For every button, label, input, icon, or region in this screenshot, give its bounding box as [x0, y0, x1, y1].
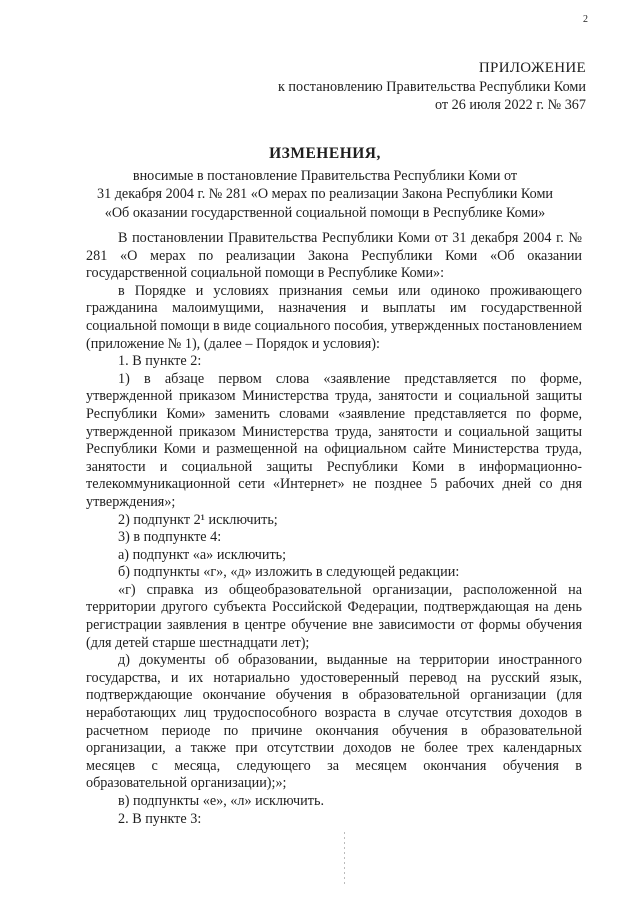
document-body — [86, 230, 582, 828]
paragraph-intro: В постановлении Правительства Республики Коми от 31 декабря 2004 г. № 281 «О мерах по реализации Закона Республики Коми «Об оказании государственной социальной помощи в Республике Коми»: — [86, 230, 582, 282]
appendix-title: ПРИЛОЖЕНИЕ — [478, 60, 586, 76]
paragraph-subitem-2: 2) подпункт 2¹ исключить; — [118, 511, 278, 528]
page-number: 2 — [583, 14, 588, 25]
paragraph-subitem-v: в) подпункты «е», «л» исключить. — [118, 793, 324, 809]
paragraph-item-2: 2. В пункте 3: — [118, 810, 202, 827]
heading-line-2: 31 декабря 2004 г. № 281 «О мерах по реализации Закона Республики Коми — [96, 186, 554, 202]
appendix-line-2: от 26 июля 2022 г. № 367 — [435, 97, 586, 113]
paragraph-quote-g: «г) справка из общеобразовательной организации, расположенной на территории другого субъекта Российской Федерации, подтверждающая на день регистрации заявления в центре обучение вне зависимости от формы обучения (для детей старше шестнадцати лет); — [86, 581, 582, 651]
paragraph-subitem-3: 3) в подпункте 4: — [118, 529, 222, 546]
heading-title: ИЗМЕНЕНИЯ, — [269, 145, 381, 162]
document-heading — [60, 145, 590, 222]
paragraph-subitem-1: 1) в абзаце первом слова «заявление представляется по форме, утвержденной приказом Министерства труда, занятости и социальной защиты Республики Коми» заменить словами «заявление представляется по форме, утвержденной приказом Министерства труда, занятости и социальной защиты Республики Коми и размещенной на официальном сайте Министерства труда, занятости и социальной защиты Республики Коми в информационно-телекоммуникационной сети «Интернет» не позднее 5 рабочих дней со дня утверждения»; — [86, 370, 582, 510]
paragraph-subitem-a: а) подпункт «а» исключить; — [118, 546, 287, 563]
heading-line-1: вносимые в постановление Правительства Республики Коми от — [132, 167, 518, 184]
appendix-block — [278, 59, 586, 115]
paragraph-quote-d: д) документы об образовании, выданные на территории иностранного государства, и их нотариально удостоверенный перевод на русский язык, подтверждающие окончание обучения в образовательной организации (для неработающих лиц трудоспособного возраста в случае отсутствия доходов в расчетном периоде по причине окончания обучения в образовательной организации, а также при отсутствии доходов не более трех календарных месяцев с месяца, следующего за месяцем окончания обучения в образовательной организации);»; — [86, 652, 582, 792]
paragraph-order-conditions: в Порядке и условиях признания семьи или одиноко проживающего гражданина малоимущими, назначения и выплаты им государственной социальной помощи в виде социального пособия, утвержденных постановлением (приложение № 1), (далее – Порядок и условия): — [86, 282, 582, 352]
heading-line-3: «Об оказании государственной социальной помощи в Республике Коми» — [104, 204, 546, 221]
paragraph-subitem-b: б) подпункты «г», «д» изложить в следующей редакции: — [118, 564, 460, 581]
paragraph-item-1: 1. В пункте 2: — [118, 353, 202, 370]
appendix-line-1: к постановлению Правительства Республики Коми — [277, 78, 586, 95]
scan-artifact-line — [344, 832, 345, 884]
